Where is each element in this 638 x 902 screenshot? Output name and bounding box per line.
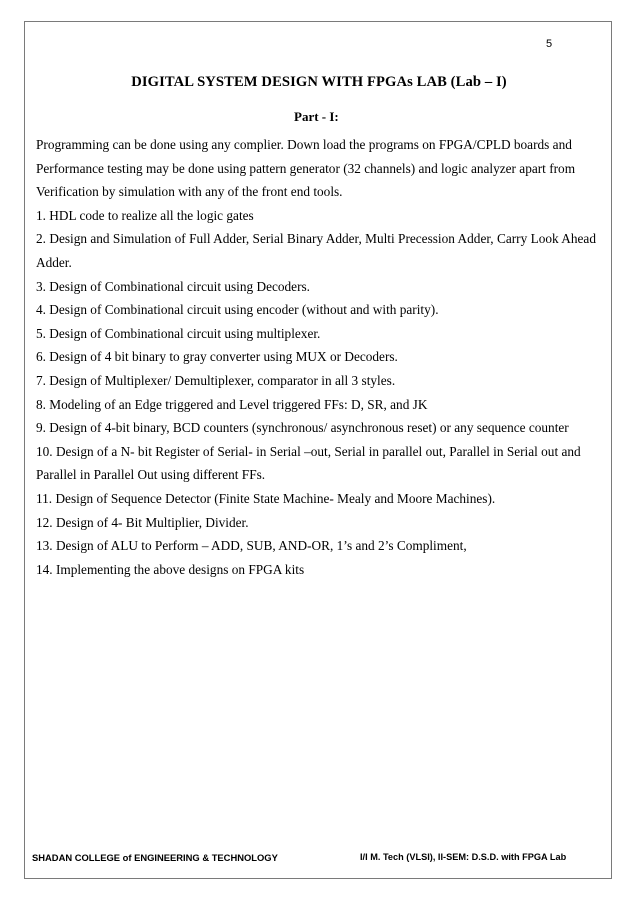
list-item: 5. Design of Combinational circuit using multiplexer. <box>36 325 321 341</box>
footer-course-info: I/I M. Tech (VLSI), II-SEM: D.S.D. with FPGA Lab <box>360 852 567 862</box>
document-title: DIGITAL SYSTEM DESIGN WITH FPGAs LAB (Lab – I) <box>131 74 507 90</box>
list-item: 14. Implementing the above designs on FPGA kits <box>36 561 305 577</box>
list-item: 1. HDL code to realize all the logic gates <box>36 207 254 223</box>
intro-line: Performance testing may be done using pattern generator (32 channels) and logic analyzer apart from <box>36 160 576 176</box>
footer-college-name: SHADAN COLLEGE of ENGINEERING & TECHNOLOGY <box>32 852 278 863</box>
list-item: 11. Design of Sequence Detector (Finite State Machine- Mealy and Moore Machines). <box>36 490 496 506</box>
list-item: 10. Design of a N- bit Register of Serial- in Serial –out, Serial in parallel out, Parallel in Serial out and <box>36 443 581 459</box>
list-item: 6. Design of 4 bit binary to gray converter using MUX or Decoders. <box>36 349 398 365</box>
list-item: 9. Design of 4-bit binary, BCD counters (synchronous/ asynchronous reset) or any sequence counter <box>36 420 569 436</box>
page-number: 5 <box>546 38 553 50</box>
document-body <box>36 133 596 581</box>
list-item: 4. Design of Combinational circuit using encoder (without and with parity). <box>36 302 439 318</box>
list-item: 3. Design of Combinational circuit using Decoders. <box>36 278 311 294</box>
list-item: 12. Design of 4- Bit Multiplier, Divider. <box>36 514 249 530</box>
list-item-continuation: Adder. <box>36 254 72 270</box>
list-item: 13. Design of ALU to Perform – ADD, SUB, AND-OR, 1’s and 2’s Compliment, <box>36 538 467 554</box>
intro-line: Verification by simulation with any of the front end tools. <box>36 184 343 200</box>
list-item: 7. Design of Multiplexer/ Demultiplexer, comparator in all 3 styles. <box>36 372 396 388</box>
list-item-continuation: Parallel in Parallel Out using different FFs. <box>36 467 266 483</box>
part-heading: Part - I: <box>294 109 339 124</box>
intro-line: Programming can be done using any complier. Down load the programs on FPGA/CPLD boards and <box>36 137 572 152</box>
list-item: 2. Design and Simulation of Full Adder, Serial Binary Adder, Multi Precession Adder, Carry Look Ahead <box>36 231 596 247</box>
list-item: 8. Modeling of an Edge triggered and Level triggered FFs: D, SR, and JK <box>36 396 428 412</box>
